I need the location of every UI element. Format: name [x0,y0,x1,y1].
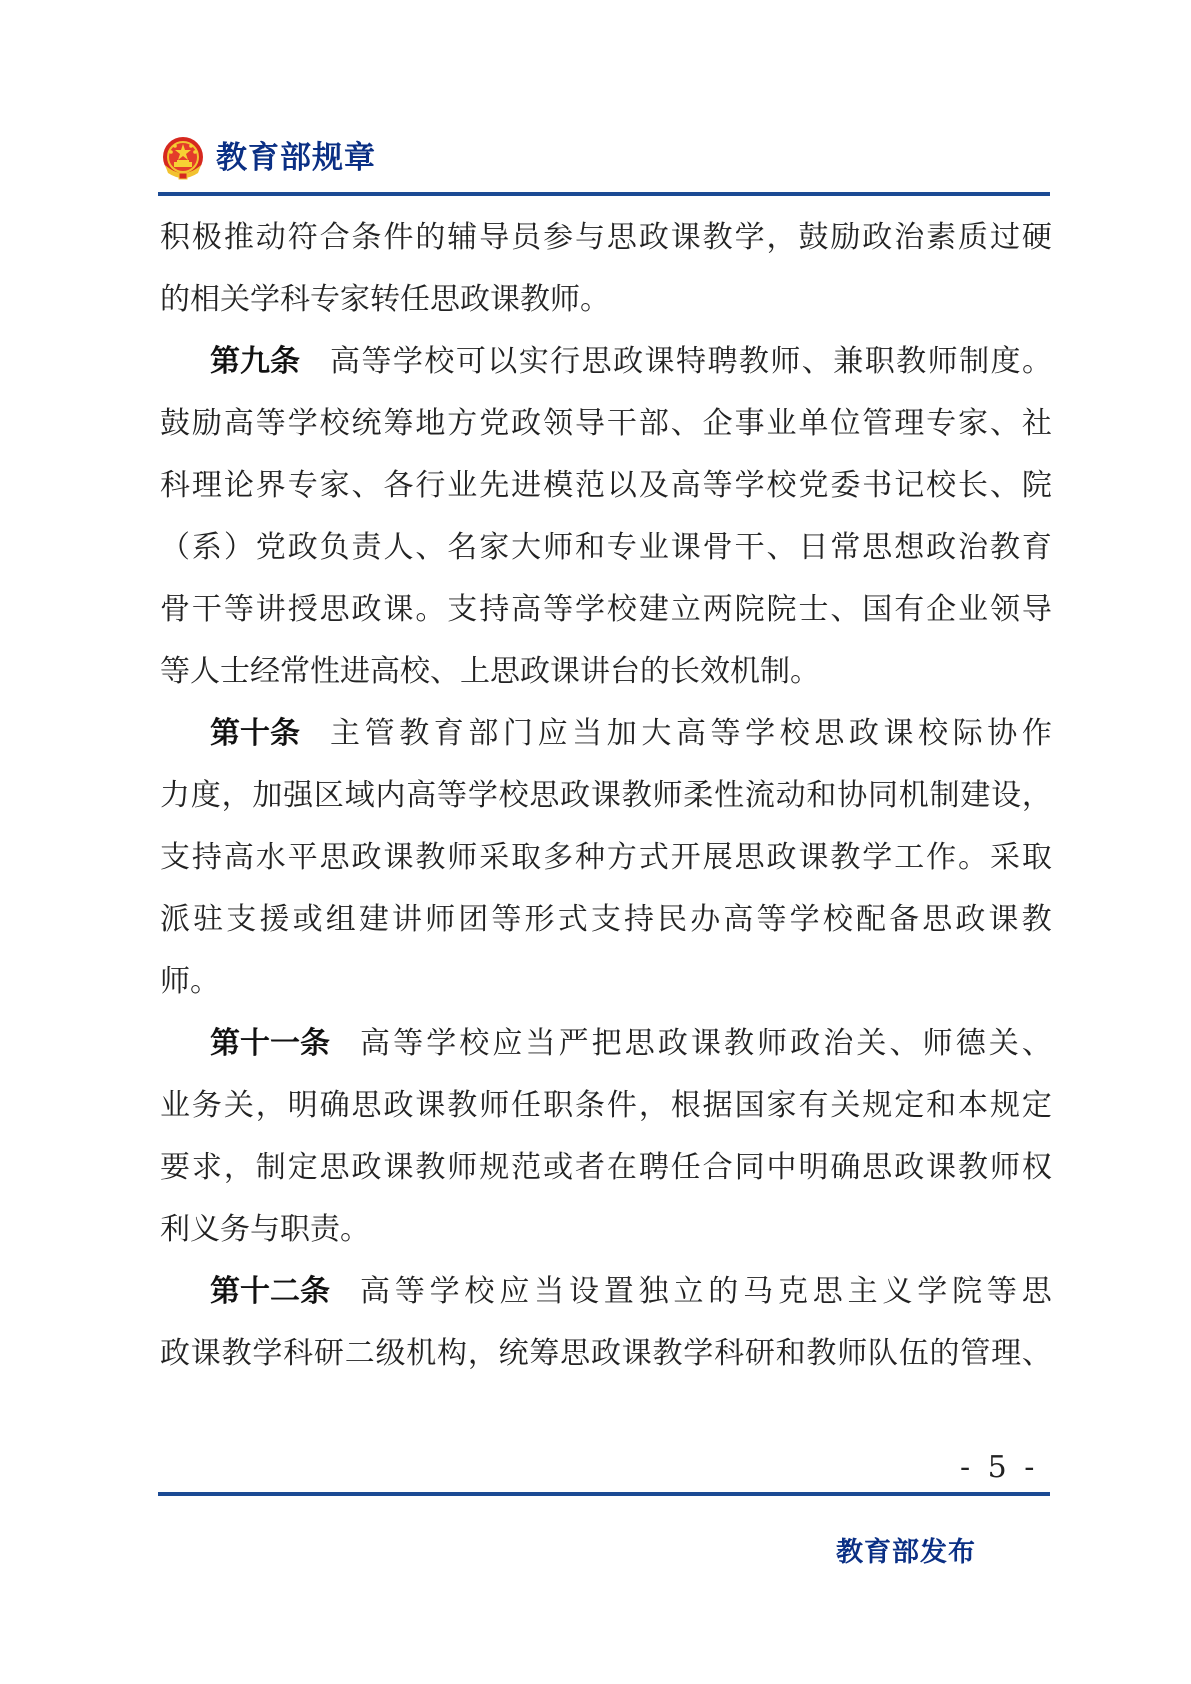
line-text: 积 极 推 动 符 合 条 件 的 辅 导 员 参 与 思 政 课 教 学 ， 鼓 励 政 治 素 质 过 硬 [160,220,1052,255]
line-text: 政 课 教 学 科 研 二 级 机 构 ， 统 筹 思 政 课 教 学 科 研 和 教 师 队 伍 的 管 理 、 [160,1336,1052,1371]
line-text: 鼓 励 高 等 学 校 统 筹 地 方 党 政 领 导 干 部 、 企 事 业 单 位 管 理 专 家 、 社 [160,406,1052,441]
text-line [160,1261,1052,1323]
text-line [160,1075,1052,1137]
text-line [160,269,1052,331]
article-heading: 第十条 [210,716,300,751]
text-line [160,951,1052,1013]
page-header [160,128,376,188]
line-text: 师。 [160,964,220,999]
national-emblem-icon [160,135,206,181]
line-text: 业 务 关 ， 明 确 思 政 课 教 师 任 职 条 件 ， 根 据 国 家 有 关 规 定 和 本 规 定 [160,1088,1052,1123]
line-text: 骨 干 等 讲 授 思 政 课 。 支 持 高 等 学 校 建 立 两 院 院 士 、 国 有 企 业 领 导 [160,592,1052,627]
article-heading: 第九条 [210,344,300,379]
text-line [160,1137,1052,1199]
line-text: 支 持 高 水 平 思 政 课 教 师 采 取 多 种 方 式 开 展 思 政 课 教 学 工 作 。 采 取 [160,840,1052,875]
article-text: 高 等 学 校 可 以 实 行 思 政 课 特 聘 教 师 、 兼 职 教 师 制 度 。 [330,344,1052,379]
text-line [160,1013,1052,1075]
line-text: 派 驻 支 援 或 组 建 讲 师 团 等 形 式 支 持 民 办 高 等 学 校 配 备 思 政 课 教 [160,902,1052,937]
text-line [160,207,1052,269]
footer-divider [158,1492,1050,1496]
line-text: 要 求 ， 制 定 思 政 课 教 师 规 范 或 者 在 聘 任 合 同 中 明 确 思 政 课 教 师 权 [160,1150,1052,1185]
article-text: 主 管 教 育 部 门 应 当 加 大 高 等 学 校 思 政 课 校 际 协 作 [330,716,1052,751]
document-body [160,207,1052,1385]
article-text: 高 等 学 校 应 当 严 把 思 政 课 教 师 政 治 关 、 师 德 关 、 [360,1026,1052,1061]
line-text: 等人士经常性进高校、上思政课讲台的长效机制。 [160,654,820,689]
text-line [160,331,1052,393]
line-text: 的相关学科专家转任思政课教师。 [160,282,610,317]
line-text: 利义务与职责。 [160,1212,370,1247]
text-line [160,703,1052,765]
text-line [160,765,1052,827]
line-text: 科 理 论 界 专 家 、 各 行 业 先 进 模 范 以 及 高 等 学 校 党 委 书 记 校 长 、 院 [160,468,1052,503]
text-line [160,579,1052,641]
text-line [160,1323,1052,1385]
footer-publisher: 教育部发布 [836,1537,976,1568]
header-divider [158,192,1050,196]
text-line [160,827,1052,889]
text-line [160,517,1052,579]
text-line [160,641,1052,703]
page-number: - 5 - [960,1450,1039,1485]
line-text: （ 系 ） 党 政 负 责 人 、 名 家 大 师 和 专 业 课 骨 干 、 日 常 思 想 政 治 教 育 [160,530,1052,565]
article-heading: 第十一条 [210,1026,330,1061]
header-title: 教育部规章 [216,139,376,176]
article-heading: 第十二条 [210,1274,330,1309]
text-line [160,889,1052,951]
text-line [160,455,1052,517]
text-line [160,393,1052,455]
article-text: 高 等 学 校 应 当 设 置 独 立 的 马 克 思 主 义 学 院 等 思 [360,1274,1052,1309]
text-line [160,1199,1052,1261]
line-text: 力 度 ， 加 强 区 域 内 高 等 学 校 思 政 课 教 师 柔 性 流 动 和 协 同 机 制 建 设 ， [160,778,1052,813]
